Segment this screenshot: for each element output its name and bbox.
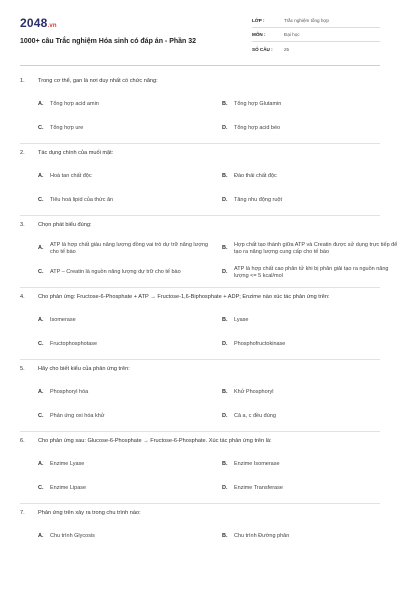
question-body: Hãy cho biết kiểu của phản ứng trên:	[38, 366, 130, 372]
question-text	[20, 432, 380, 445]
answer-option[interactable]	[222, 477, 398, 501]
answer-options	[20, 453, 380, 501]
option-letter: C.	[38, 341, 44, 348]
option-letter: D.	[222, 197, 228, 204]
option-text: Khử Phosphoryl	[234, 389, 274, 396]
answer-option[interactable]	[222, 237, 398, 261]
option-letter: C.	[38, 197, 44, 204]
option-letter: D.	[222, 269, 228, 276]
answer-option[interactable]	[38, 237, 214, 261]
option-text: Phosphoryl hóa	[50, 389, 89, 396]
option-letter: C.	[38, 125, 44, 132]
answer-option[interactable]	[38, 309, 214, 333]
option-text: Tổng hợp ure	[50, 125, 84, 132]
answer-options	[20, 309, 380, 357]
option-text: Chu trình Đường phân	[234, 533, 290, 540]
option-letter: B.	[222, 389, 228, 396]
option-letter: A.	[38, 461, 44, 468]
option-text: ATP là hợp chất giàu năng lượng đồng vai trò dự trữ năng lượng cho tế bào	[50, 241, 209, 255]
option-text: Enzime Lipase	[50, 485, 87, 492]
option-letter: B.	[222, 461, 228, 468]
option-text: Phản ứng oxi hóa khử	[50, 413, 105, 420]
option-letter: B.	[222, 245, 228, 252]
answer-option[interactable]	[38, 333, 214, 357]
option-letter: B.	[222, 533, 228, 540]
answer-option[interactable]	[38, 261, 214, 285]
option-text: Tiêu hoá lipid của thức ăn	[50, 197, 114, 204]
question-number: 6.	[20, 438, 25, 444]
question-number: 2.	[20, 150, 25, 156]
option-letter: A.	[38, 317, 44, 324]
answer-option[interactable]	[222, 165, 398, 189]
answer-option[interactable]	[222, 405, 398, 429]
question-body: Phản ứng trên xảy ra trong chu trình nào:	[38, 510, 141, 516]
question-number: 3.	[20, 222, 25, 228]
site-logo[interactable]	[20, 16, 57, 30]
option-text: ATP là hợp chất cao phân tử khi bị phân giải tạo ra nguồn năng lượng <= 5 kcal/mol	[234, 265, 389, 279]
option-letter: D.	[222, 485, 228, 492]
option-text: Enzime Isomerase	[234, 461, 280, 468]
answer-option[interactable]	[222, 525, 398, 549]
question-body: Cho phản ứng sau: Glucose-6-Phosphate → Fructose-6-Phosphate. Xúc tác phản ứng trên là:	[38, 438, 272, 444]
question-body: Trong cơ thể, gan là nơi duy nhất có chức năng:	[38, 78, 158, 84]
option-letter: B.	[222, 173, 228, 180]
option-letter: D.	[222, 341, 228, 348]
option-text: Cả a, c đều đúng	[234, 413, 276, 420]
option-letter: D.	[222, 125, 228, 132]
question-item	[20, 504, 380, 549]
answer-option[interactable]	[38, 165, 214, 189]
answer-options	[20, 237, 398, 285]
question-text	[20, 72, 380, 85]
answer-option[interactable]	[38, 453, 214, 477]
question-item	[20, 288, 380, 360]
option-letter: D.	[222, 413, 228, 420]
option-text: Chu trình Glycosis	[50, 533, 95, 540]
question-item	[20, 360, 380, 432]
meta-row-subject	[252, 28, 380, 42]
meta-table	[252, 14, 380, 56]
document-header	[0, 0, 400, 64]
answer-option[interactable]	[222, 453, 398, 477]
option-letter: A.	[38, 245, 44, 252]
question-number: 5.	[20, 366, 25, 372]
answer-option[interactable]	[222, 189, 398, 213]
logo-text: 2048	[20, 16, 48, 30]
answer-option[interactable]	[222, 309, 398, 333]
option-text: ATP – Creatin là nguồn năng lượng dự trữ cho tế bào	[50, 269, 181, 276]
option-text: Phosphofructokinase	[234, 341, 286, 348]
question-number: 7.	[20, 510, 25, 516]
answer-option[interactable]	[38, 525, 214, 549]
question-text	[20, 504, 380, 517]
option-letter: A.	[38, 101, 44, 108]
answer-option[interactable]	[38, 93, 214, 117]
answer-option[interactable]	[222, 117, 398, 141]
meta-row-class	[252, 14, 380, 28]
answer-option[interactable]	[222, 93, 398, 117]
question-body: Cho phản ứng: Fructose-6-Phosphate + ATP → Fructose-1,6-Biphosphate + ADP; Enzime nào xúc tác phản ứng trên:	[38, 294, 330, 300]
logo-suffix: .vn	[47, 23, 57, 29]
option-letter: B.	[222, 317, 228, 324]
meta-key: LỚP :	[252, 18, 265, 23]
answer-option[interactable]	[38, 381, 214, 405]
answer-options	[20, 93, 380, 141]
question-item	[20, 216, 398, 288]
question-item	[20, 432, 380, 504]
meta-value: 25	[284, 46, 290, 52]
option-text: Lyase	[234, 317, 249, 324]
answer-options	[20, 525, 380, 549]
option-text: Enzime Transferase	[234, 485, 283, 492]
answer-option[interactable]	[222, 261, 398, 285]
answer-option[interactable]	[38, 405, 214, 429]
question-text	[20, 216, 380, 229]
question-number: 4.	[20, 294, 25, 300]
question-item	[20, 144, 380, 216]
option-letter: A.	[38, 173, 44, 180]
option-letter: C.	[38, 269, 44, 276]
question-item	[20, 72, 380, 144]
answer-option[interactable]	[38, 117, 214, 141]
answer-option[interactable]	[38, 189, 214, 213]
question-body: Tác dụng chính của muối mật:	[38, 150, 114, 156]
option-letter: A.	[38, 389, 44, 396]
question-text	[20, 360, 380, 373]
option-letter: C.	[38, 485, 44, 492]
option-text: Hợp chất tạo thành giữa ATP và Creatin được sử dụng trực tiếp để tạo ra năng lượng cung cấp cho tế bào	[234, 241, 398, 255]
meta-value: Đại học	[284, 32, 300, 37]
meta-key: MÔN :	[252, 32, 266, 37]
option-text: Isomerase	[50, 317, 76, 324]
question-number: 1.	[20, 78, 25, 84]
meta-value: Trắc nghiệm tổng hợp	[284, 18, 329, 23]
option-letter: C.	[38, 413, 44, 420]
option-text: Đào thải chất độc	[234, 173, 277, 180]
option-letter: B.	[222, 101, 228, 108]
question-body: Chọn phát biểu đúng:	[38, 222, 92, 228]
option-text: Tổng hợp Glutamin	[234, 101, 282, 108]
option-text: Tăng nhu động ruột	[234, 197, 283, 204]
question-text	[20, 288, 380, 301]
option-letter: A.	[38, 533, 44, 540]
meta-key: SỐ CÂU :	[252, 46, 273, 52]
answer-options	[20, 165, 380, 213]
answer-option[interactable]	[222, 333, 398, 357]
option-text: Enzime Lyase	[50, 461, 85, 468]
header-divider	[20, 65, 380, 66]
page-title: 1000+ câu Trắc nghiệm Hóa sinh có đáp án - Phần 32	[20, 38, 197, 45]
option-text: Tổng hợp acid béo	[234, 125, 281, 132]
answer-option[interactable]	[38, 477, 214, 501]
answer-options	[20, 381, 380, 429]
option-text: Tổng hợp acid amin	[50, 101, 99, 108]
option-text: Fructophosphotase	[50, 341, 98, 348]
question-text	[20, 144, 380, 157]
option-text: Hoà tan chất độc	[50, 173, 92, 180]
meta-row-count	[252, 42, 380, 56]
answer-option[interactable]	[222, 381, 398, 405]
question-list	[20, 72, 398, 549]
